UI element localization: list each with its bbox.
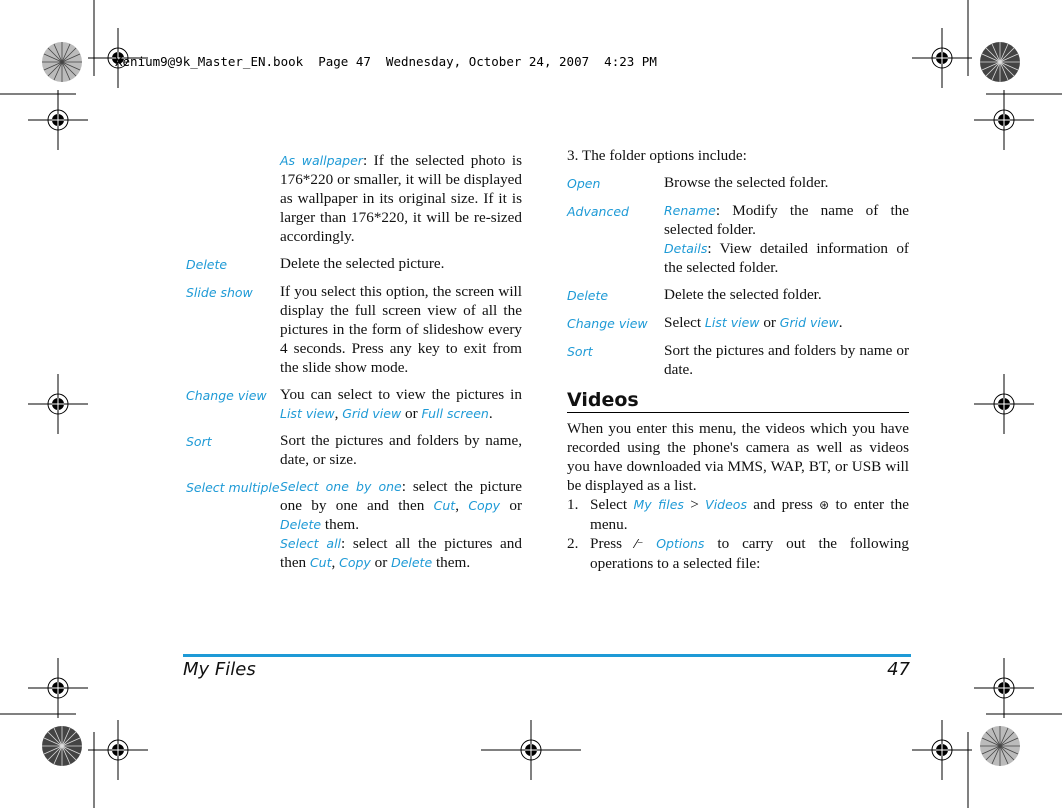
starburst-mark-top-left [42,42,82,82]
videos-paragraph: When you enter this menu, the videos which you have recorded using the phone's camera as well as videos you have downloaded via MMS, WAP, BT, or USB will be displayed as a list. [567,420,909,494]
delete-description: Delete the selected picture. [280,255,445,272]
select-all-text: Select all: select all the pictures and then Cut, Copy or Delete them. [280,535,522,571]
option-select-multiple [186,477,522,572]
registration-cross-bottom-left [88,720,148,780]
select-one-by-one-text: Select one by one: select the picture one by one and then Cut, Copy or Delete them. [280,478,523,533]
advanced-description [664,201,909,277]
print-header-line: Xenium9@9k_Master_EN.book Page 47 Wednesday, October 24, 2007 4:23 PM [115,54,657,69]
folder-delete-description: Delete the selected folder. [664,286,822,303]
starburst-mark-bottom-left [42,726,82,766]
registration-cross-right-upper [974,90,1034,150]
registration-cross-bottom-right [912,720,972,780]
registration-cross-right-lower [974,658,1034,718]
option-slide-show [186,282,522,377]
select-multiple-term: Select multiple [186,480,280,495]
option-sort [186,431,522,469]
starburst-mark-top-right [980,42,1020,82]
registration-cross-top-right [912,28,972,88]
starburst-mark-bottom-right [980,726,1020,766]
select-multiple-description [280,477,522,572]
videos-heading: Videos [567,391,909,413]
folder-options-intro: 3. The folder options include: [567,147,747,164]
option-delete-picture [186,254,522,274]
registration-cross-left-middle [28,374,88,434]
folder-delete-term: Delete [567,288,609,303]
registration-cross-left-upper [28,90,88,150]
footer-rule [183,654,911,657]
folder-option-change-view [567,313,909,333]
sort-term: Sort [186,434,212,449]
footer-section-title: My Files [183,659,256,680]
registration-cross-right-middle [974,374,1034,434]
change-view-term: Change view [186,388,267,403]
ok-key-icon: ⊛ [819,498,830,512]
option-as-wallpaper [186,151,522,246]
advanced-term: Advanced [567,204,629,219]
page-number: 47 [887,659,910,680]
as-wallpaper-description: As wallpaper: If the selected photo is 176*220 or smaller, it will be displayed as wallpaper in its original size. If it is larger than 176*220, it will be re-sized accordingly. [280,152,522,245]
registration-cross-left-lower [28,658,88,718]
folder-sort-description: Sort the pictures and folders by name or date. [664,342,909,378]
delete-term: Delete [186,257,228,272]
details-text: Details: View detailed information of the selected folder. [664,240,909,276]
videos-step-2: 2. Press ⁄⁻ Options to carry out the following operations to a selected file: [567,535,909,572]
option-change-view [186,385,522,423]
slide-show-term: Slide show [186,285,253,300]
folder-option-delete [567,285,909,305]
folder-sort-term: Sort [567,344,593,359]
as-wallpaper-term: As wallpaper [280,153,363,168]
open-term: Open [567,176,601,191]
slide-show-description: If you select this option, the screen will display the full screen view of all the pictures in the form of slideshow every 4 seconds. Press any key to exit from the slide show mode. [280,283,522,376]
open-description: Browse the selected folder. [664,174,829,191]
rename-text: Rename: Modify the name of the selected folder. [664,202,909,238]
left-column [186,151,522,580]
videos-step-1: 1. Select My files > Videos and press ⊛ to enter the menu. [567,496,909,533]
folder-change-view-description: Select List view or Grid view. [664,314,843,331]
folder-option-advanced [567,201,909,277]
left-softkey-icon: ⁄⁻ [634,537,644,551]
right-column [567,146,909,573]
change-view-description: You can select to view the pictures in List view, Grid view or Full screen. [280,386,522,422]
sort-description: Sort the pictures and folders by name, date, or size. [280,432,522,468]
folder-option-sort [567,341,909,379]
folder-option-open [567,173,909,193]
folder-change-view-term: Change view [567,316,648,331]
